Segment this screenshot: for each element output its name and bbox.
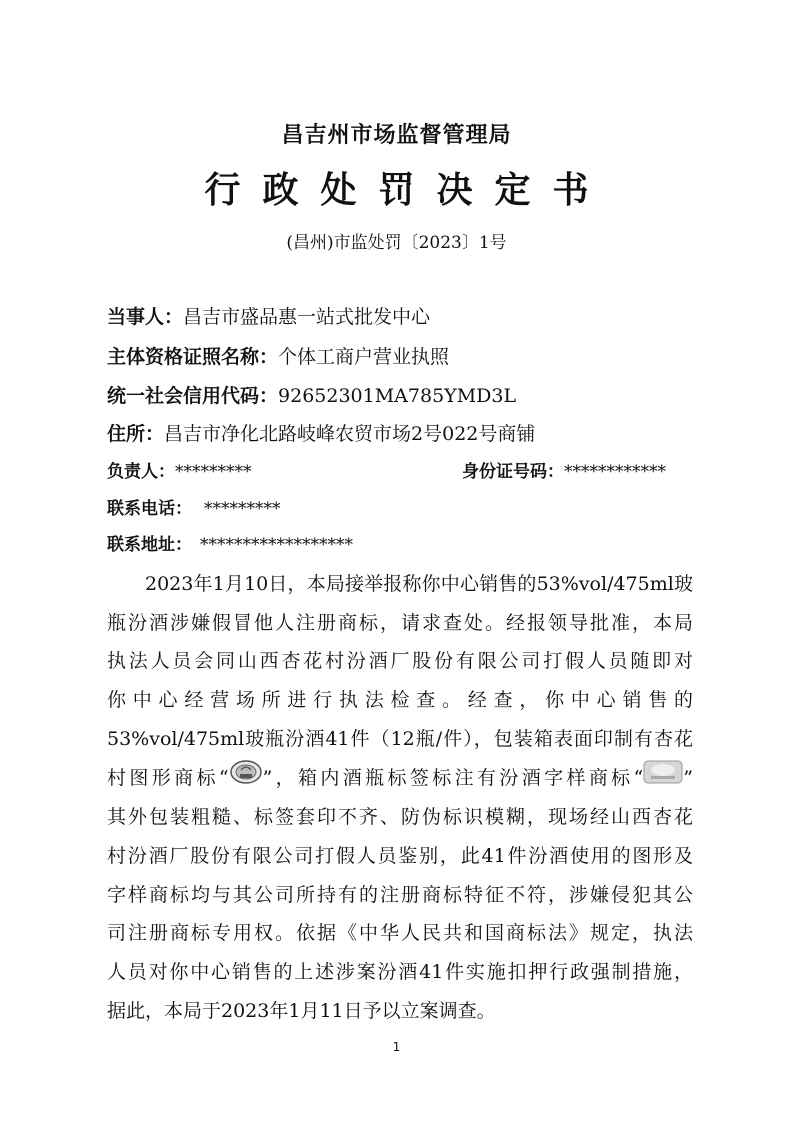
paragraph-text: ”，箱内酒瓶标签标注有汾酒字样商标“ bbox=[262, 766, 644, 789]
paragraph-line: 执法人员会同山西杏花村汾酒厂股份有限公司打假人员随即对 bbox=[107, 650, 693, 673]
paragraph-line: 字样商标均与其公司所持有的注册商标特征不符，涉嫌侵犯其公 bbox=[107, 883, 693, 906]
paragraph-line: 村汾酒厂股份有限公司打假人员鉴别，此41件汾酒使用的图形及 bbox=[107, 845, 693, 868]
principal-label: 负责人： bbox=[107, 462, 175, 482]
case-paragraph bbox=[107, 565, 693, 1031]
contact-address-value: ****************** bbox=[200, 535, 353, 555]
paragraph-line bbox=[107, 759, 693, 799]
license-row bbox=[107, 342, 449, 369]
license-value: 个体工商户营业执照 bbox=[278, 346, 450, 368]
paragraph-line: 53%vol/475ml玻瓶汾酒41件（12瓶/件），包装箱表面印制有杏花 bbox=[107, 727, 693, 750]
license-label: 主体资格证照名称： bbox=[107, 346, 279, 368]
party-name-row bbox=[107, 302, 430, 329]
id-number-label: 身份证号码： bbox=[462, 462, 564, 482]
credit-code-label: 统一社会信用代码： bbox=[107, 385, 279, 407]
credit-code-row bbox=[107, 381, 516, 408]
phone-label: 联系电话： bbox=[107, 499, 192, 519]
contact-address-row bbox=[107, 530, 353, 555]
id-number-row bbox=[462, 457, 666, 482]
fenjiu-label-trademark-icon bbox=[643, 759, 683, 799]
xinghuacun-trademark-icon bbox=[229, 759, 263, 799]
paragraph-line: 瓶汾酒涉嫌假冒他人注册商标，请求查处。经报领导批准，本局 bbox=[107, 611, 693, 634]
party-name-value: 昌吉市盛品惠一站式批发中心 bbox=[183, 306, 431, 328]
phone-value: ********* bbox=[204, 499, 281, 519]
phone-row bbox=[107, 494, 281, 519]
id-number-value: ************ bbox=[564, 462, 666, 482]
paragraph-line: 2023年1月10日，本局接举报称你中心销售的53%vol/475ml玻 bbox=[145, 573, 693, 595]
paragraph-text: 村图形商标“ bbox=[107, 766, 229, 789]
principal-value: ********* bbox=[175, 462, 252, 482]
paragraph-line: 其外包装粗糙、标签套印不齐、防伪标识模糊，现场经山西杏花 bbox=[107, 806, 693, 829]
page-number: 1 bbox=[392, 1040, 401, 1054]
agency-name: 昌吉州市场监督管理局 bbox=[281, 123, 512, 148]
address-value: 昌吉市净化北路岐峰农贸市场2号022号商铺 bbox=[164, 423, 536, 445]
contact-address-label: 联系地址： bbox=[107, 535, 192, 555]
document-title: 行政处罚决定书 bbox=[204, 170, 611, 211]
principal-row bbox=[107, 457, 252, 482]
paragraph-line: 人员对你中心销售的上述涉案汾酒41件实施扣押行政强制措施， bbox=[107, 961, 693, 984]
paragraph-line: 据此，本局于2023年1月11日予以立案调查。 bbox=[107, 999, 496, 1022]
address-label: 住所： bbox=[107, 423, 165, 445]
address-row bbox=[107, 419, 535, 446]
credit-code-value: 92652301MA785YMD3L bbox=[278, 385, 517, 407]
paragraph-line: 你中心经营场所进行执法检查。经查，你中心销售的 bbox=[107, 689, 693, 712]
paragraph-text: ” bbox=[683, 766, 693, 789]
paragraph-line: 司注册商标专用权。依据《中华人民共和国商标法》规定，执法 bbox=[107, 922, 693, 945]
document-number: (昌州)市监处罚〔2023〕1号 bbox=[286, 233, 507, 253]
party-name-label: 当事人： bbox=[107, 306, 184, 328]
